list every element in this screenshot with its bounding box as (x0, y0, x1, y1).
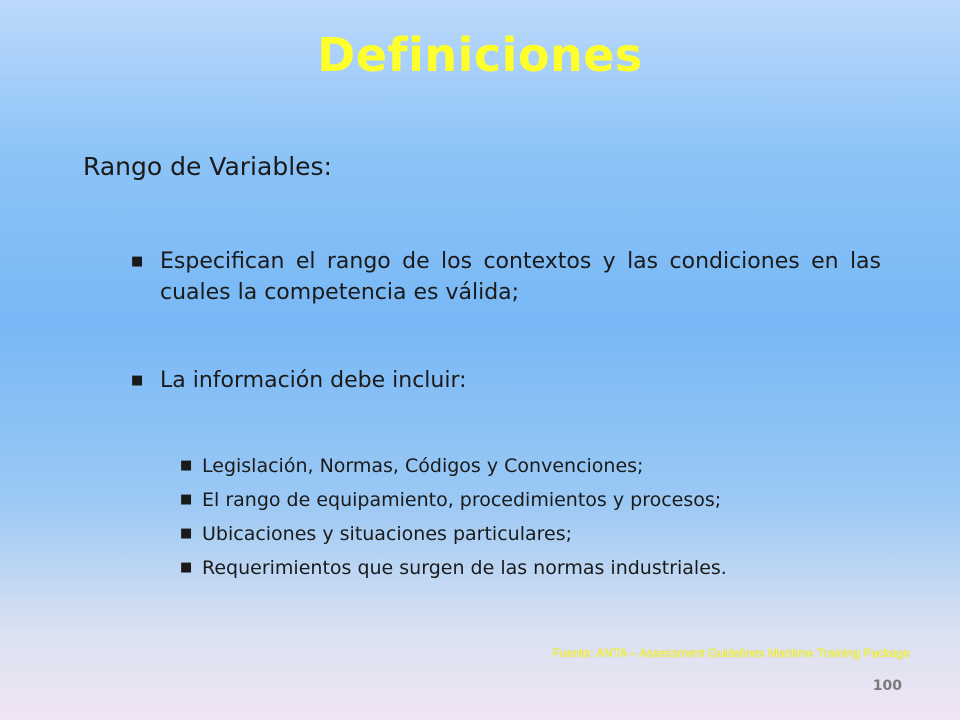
sub-bullet-text: Legislación, Normas, Códigos y Convenciones; (202, 455, 644, 477)
bullet-square-icon: ■ (180, 526, 193, 541)
bullet-square-icon: ■ (131, 254, 144, 269)
sub-bullet-item (180, 521, 860, 547)
sub-bullet-text: El rango de equipamiento, procedimientos y procesos; (202, 489, 722, 511)
bullet-item (131, 246, 881, 308)
bullet-text: Especifican el rango de los contextos y las condiciones en las cuales la competencia es válida; (160, 249, 881, 305)
bullet-item (131, 365, 881, 396)
sub-bullet-text: Requerimientos que surgen de las normas industriales. (202, 557, 727, 579)
sub-bullet-item (180, 453, 860, 479)
bullet-square-icon: ■ (180, 492, 193, 507)
sub-bullet-item (180, 555, 860, 581)
bullet-square-icon: ■ (180, 560, 193, 575)
sub-bullet-item (180, 487, 860, 513)
slide-subtitle: Rango de Variables: (83, 152, 332, 181)
sub-bullet-text: Ubicaciones y situaciones particulares; (202, 523, 573, 545)
slide-title: Definiciones (317, 28, 643, 82)
bullet-text: La información debe incluir: (160, 368, 467, 393)
source-citation: Fuente: ANTA – Assessment Guidelines Maritime Training Package (552, 646, 910, 660)
page-number: 100 (872, 678, 902, 694)
bullet-square-icon: ■ (131, 373, 144, 388)
bullet-square-icon: ■ (180, 458, 193, 473)
